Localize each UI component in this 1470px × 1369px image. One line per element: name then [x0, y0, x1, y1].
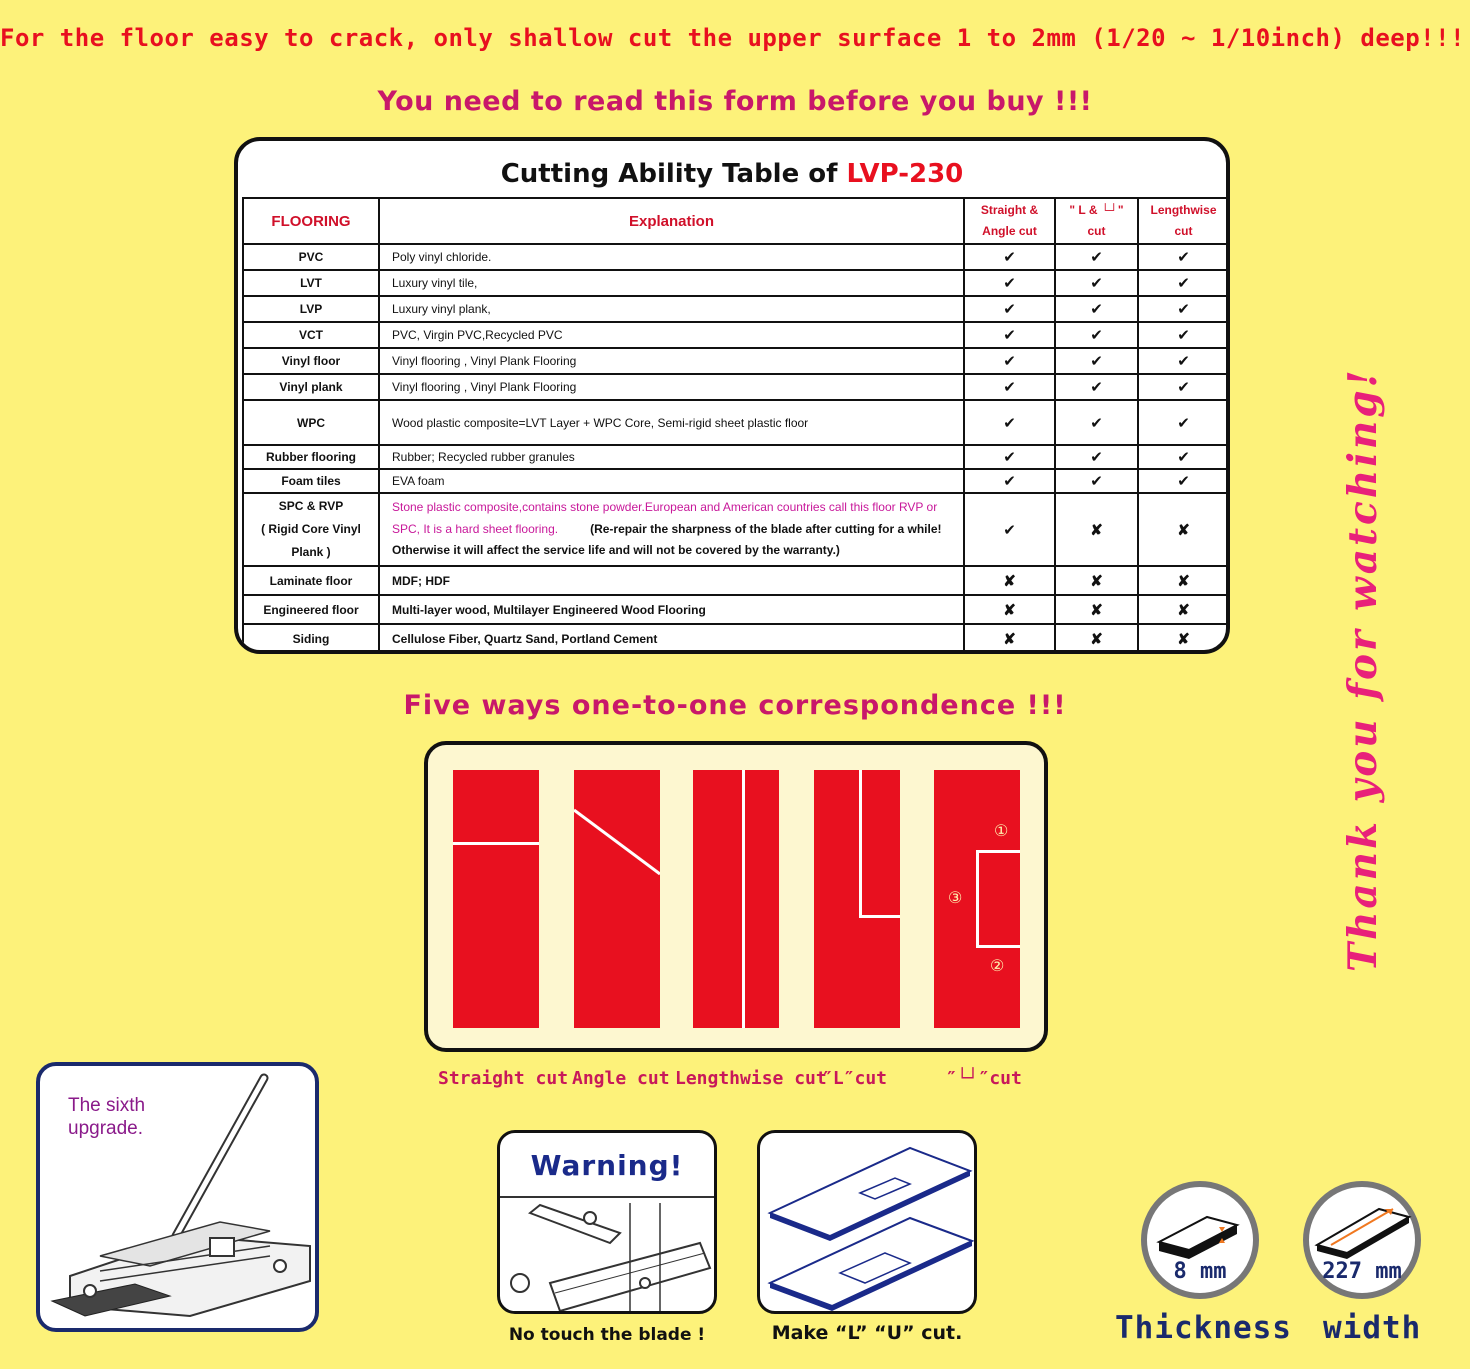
- angle-cut-panel: [574, 770, 660, 1028]
- explanation-cell: MDF; HDF: [379, 566, 964, 595]
- header-straight-angle: [964, 198, 1055, 244]
- header-flooring: FLOORING: [243, 198, 379, 244]
- flooring-cell-spc: [243, 493, 379, 566]
- l-cut-panel: [814, 770, 900, 1028]
- lu-check-icon: ✔: [1055, 296, 1138, 322]
- explanation-cell: Rubber; Recycled rubber granules: [379, 445, 964, 469]
- straight-check-icon: ✔: [964, 322, 1055, 348]
- header-lu-line2: cut: [1087, 224, 1106, 238]
- warning-title: Warning!: [530, 1149, 684, 1182]
- spc-exp-line3: Otherwise it will affect the service life and will not be covered by the warranty.): [392, 543, 840, 558]
- table-row-spc: [243, 493, 1229, 566]
- straight-check-icon: ✔: [964, 493, 1055, 566]
- lengthwise-cross-icon: ✘: [1138, 624, 1229, 653]
- straight-cross-icon: ✘: [964, 566, 1055, 595]
- u-cut-label: ″└┘″cut: [946, 1068, 1022, 1089]
- table-row: [243, 348, 1229, 374]
- lengthwise-cross-icon: ✘: [1138, 493, 1229, 566]
- sixth-line1: The sixth: [68, 1095, 146, 1116]
- explanation-cell: Wood plastic composite=LVT Layer + WPC Core, Semi-rigid sheet plastic floor: [379, 400, 964, 445]
- lengthwise-check-icon: ✔: [1138, 270, 1229, 296]
- lu-check-icon: ✔: [1055, 322, 1138, 348]
- explanation-cell: PVC, Virgin PVC,Recycled PVC: [379, 322, 964, 348]
- table-row: [243, 374, 1229, 400]
- straight-check-icon: ✔: [964, 400, 1055, 445]
- explanation-cell: Luxury vinyl tile,: [379, 270, 964, 296]
- lengthwise-check-icon: ✔: [1138, 296, 1229, 322]
- l-cut-label: ″L″cut: [822, 1068, 888, 1089]
- flooring-cell: LVP: [243, 296, 379, 322]
- lu-cross-icon: ✘: [1055, 493, 1138, 566]
- straight-cut-label: Straight cut: [438, 1068, 569, 1089]
- flooring-cell: VCT: [243, 322, 379, 348]
- explanation-cell: Cellulose Fiber, Quartz Sand, Portland Cement: [379, 624, 964, 653]
- u-cut-marker-1: ①: [994, 823, 1009, 840]
- top-warning-text: For the floor easy to crack, only shallow cut the upper surface 1 to 2mm (1/20 ~ 1/10inch) deep!!!: [0, 24, 1466, 52]
- straight-cut-panel: [453, 770, 539, 1028]
- flooring-cell: WPC: [243, 400, 379, 445]
- straight-check-icon: ✔: [964, 469, 1055, 493]
- flooring-cell: Laminate floor: [243, 566, 379, 595]
- table-row: [243, 566, 1229, 595]
- table-row: [243, 445, 1229, 469]
- straight-check-icon: ✔: [964, 270, 1055, 296]
- cutting-ability-table-card: [234, 137, 1230, 654]
- table-row: [243, 296, 1229, 322]
- lengthwise-check-icon: ✔: [1138, 374, 1229, 400]
- warning-card: [497, 1130, 717, 1314]
- straight-cross-icon: ✘: [964, 595, 1055, 624]
- straight-check-icon: ✔: [964, 374, 1055, 400]
- header-l-u: [1055, 198, 1138, 244]
- spc-line3: Plank ): [291, 545, 331, 559]
- l-u-cut-illustration: [760, 1133, 977, 1314]
- lu-cross-icon: ✘: [1055, 595, 1138, 624]
- straight-check-icon: ✔: [964, 296, 1055, 322]
- explanation-cell: Luxury vinyl plank,: [379, 296, 964, 322]
- lu-cross-icon: ✘: [1055, 624, 1138, 653]
- lengthwise-cut-panel: [693, 770, 779, 1028]
- header-length-line1: Lengthwise: [1150, 203, 1217, 217]
- explanation-cell: Vinyl flooring , Vinyl Plank Flooring: [379, 348, 964, 374]
- straight-check-icon: ✔: [964, 348, 1055, 374]
- width-circle: [1303, 1181, 1421, 1299]
- lengthwise-cross-icon: ✘: [1138, 595, 1229, 624]
- lengthwise-check-icon: ✔: [1138, 445, 1229, 469]
- header-straight-line2: Angle cut: [982, 224, 1037, 238]
- spc-exp-line2a: SPC, It is a hard sheet flooring.: [392, 521, 559, 536]
- width-value: 227 mm: [1322, 1259, 1402, 1284]
- lu-check-icon: ✔: [1055, 469, 1138, 493]
- lu-check-icon: ✔: [1055, 270, 1138, 296]
- cutting-ability-table: [242, 197, 1230, 654]
- header-straight-line1: Straight &: [980, 203, 1039, 217]
- sixth-upgrade-card: [36, 1062, 319, 1332]
- thickness-label: Thickness: [1115, 1310, 1292, 1346]
- table-row: [243, 270, 1229, 296]
- cut-types-card: [424, 741, 1048, 1052]
- straight-check-icon: ✔: [964, 244, 1055, 270]
- l-u-cut-caption: Make “L” “U” cut.: [771, 1322, 963, 1344]
- table-title-model: LVP-230: [846, 159, 964, 189]
- straight-cross-icon: ✘: [964, 624, 1055, 653]
- flooring-cell: Rubber flooring: [243, 445, 379, 469]
- l-u-cut-card: [757, 1130, 977, 1314]
- thickness-value: 8 mm: [1173, 1259, 1227, 1284]
- explanation-cell-spc: [379, 493, 964, 566]
- warning-caption: No touch the blade !: [508, 1325, 706, 1345]
- flooring-cell: Vinyl plank: [243, 374, 379, 400]
- table-row: [243, 595, 1229, 624]
- flooring-cell: Siding: [243, 624, 379, 653]
- explanation-cell: Multi-layer wood, Multilayer Engineered Wood Flooring: [379, 595, 964, 624]
- header-explanation: Explanation: [379, 198, 964, 244]
- lengthwise-check-icon: ✔: [1138, 322, 1229, 348]
- spc-line1: SPC & RVP: [278, 499, 344, 513]
- header-lu-line1: " L & └┘": [1069, 203, 1124, 217]
- flooring-cell: PVC: [243, 244, 379, 270]
- header-length-line2: cut: [1174, 224, 1193, 238]
- explanation-cell: EVA foam: [379, 469, 964, 493]
- lengthwise-check-icon: ✔: [1138, 400, 1229, 445]
- explanation-cell: Vinyl flooring , Vinyl Plank Flooring: [379, 374, 964, 400]
- u-cut-marker-3: ③: [948, 890, 963, 907]
- lengthwise-cut-label: Lengthwise cut: [675, 1068, 827, 1089]
- flooring-cell: Vinyl floor: [243, 348, 379, 374]
- flooring-cell: LVT: [243, 270, 379, 296]
- lengthwise-cross-icon: ✘: [1138, 566, 1229, 595]
- thickness-circle: [1141, 1181, 1259, 1299]
- floor-cutter-illustration: [40, 1066, 319, 1332]
- flooring-cell: Engineered floor: [243, 595, 379, 624]
- spc-exp-line1: Stone plastic composite,contains stone powder.European and American countries call this floor RVP or: [392, 500, 938, 515]
- table-row: [243, 469, 1229, 493]
- table-title: [238, 159, 1226, 189]
- table-title-prefix: Cutting Ability Table of: [500, 159, 847, 189]
- thank-you-text: Thank you for watching!: [1340, 367, 1386, 972]
- lengthwise-check-icon: ✔: [1138, 244, 1229, 270]
- table-header-row: [243, 198, 1229, 244]
- width-label: width: [1323, 1310, 1422, 1346]
- table-row: [243, 400, 1229, 445]
- blade-warning-illustration: [500, 1133, 717, 1314]
- lu-check-icon: ✔: [1055, 348, 1138, 374]
- sixth-line2: upgrade.: [68, 1118, 144, 1139]
- u-cut-panel: [934, 770, 1020, 1028]
- lengthwise-check-icon: ✔: [1138, 469, 1229, 493]
- table-row: [243, 244, 1229, 270]
- table-row: [243, 624, 1229, 653]
- u-cut-marker-2: ②: [990, 958, 1005, 975]
- straight-check-icon: ✔: [964, 445, 1055, 469]
- lu-check-icon: ✔: [1055, 445, 1138, 469]
- spc-exp-line2b: (Re-repair the sharpness of the blade after cutting for a while!: [590, 521, 942, 536]
- table-row: [243, 322, 1229, 348]
- five-ways-heading: Five ways one-to-one correspondence !!!: [403, 690, 1067, 721]
- angle-cut-label: Angle cut: [572, 1068, 670, 1089]
- flooring-cell: Foam tiles: [243, 469, 379, 493]
- lengthwise-check-icon: ✔: [1138, 348, 1229, 374]
- spc-line2: ( Rigid Core Vinyl: [261, 522, 361, 536]
- lu-check-icon: ✔: [1055, 244, 1138, 270]
- read-form-heading: You need to read this form before you buy !!!: [377, 86, 1093, 117]
- header-lengthwise: [1138, 198, 1229, 244]
- lu-check-icon: ✔: [1055, 400, 1138, 445]
- lu-check-icon: ✔: [1055, 374, 1138, 400]
- explanation-cell: Poly vinyl chloride.: [379, 244, 964, 270]
- lu-cross-icon: ✘: [1055, 566, 1138, 595]
